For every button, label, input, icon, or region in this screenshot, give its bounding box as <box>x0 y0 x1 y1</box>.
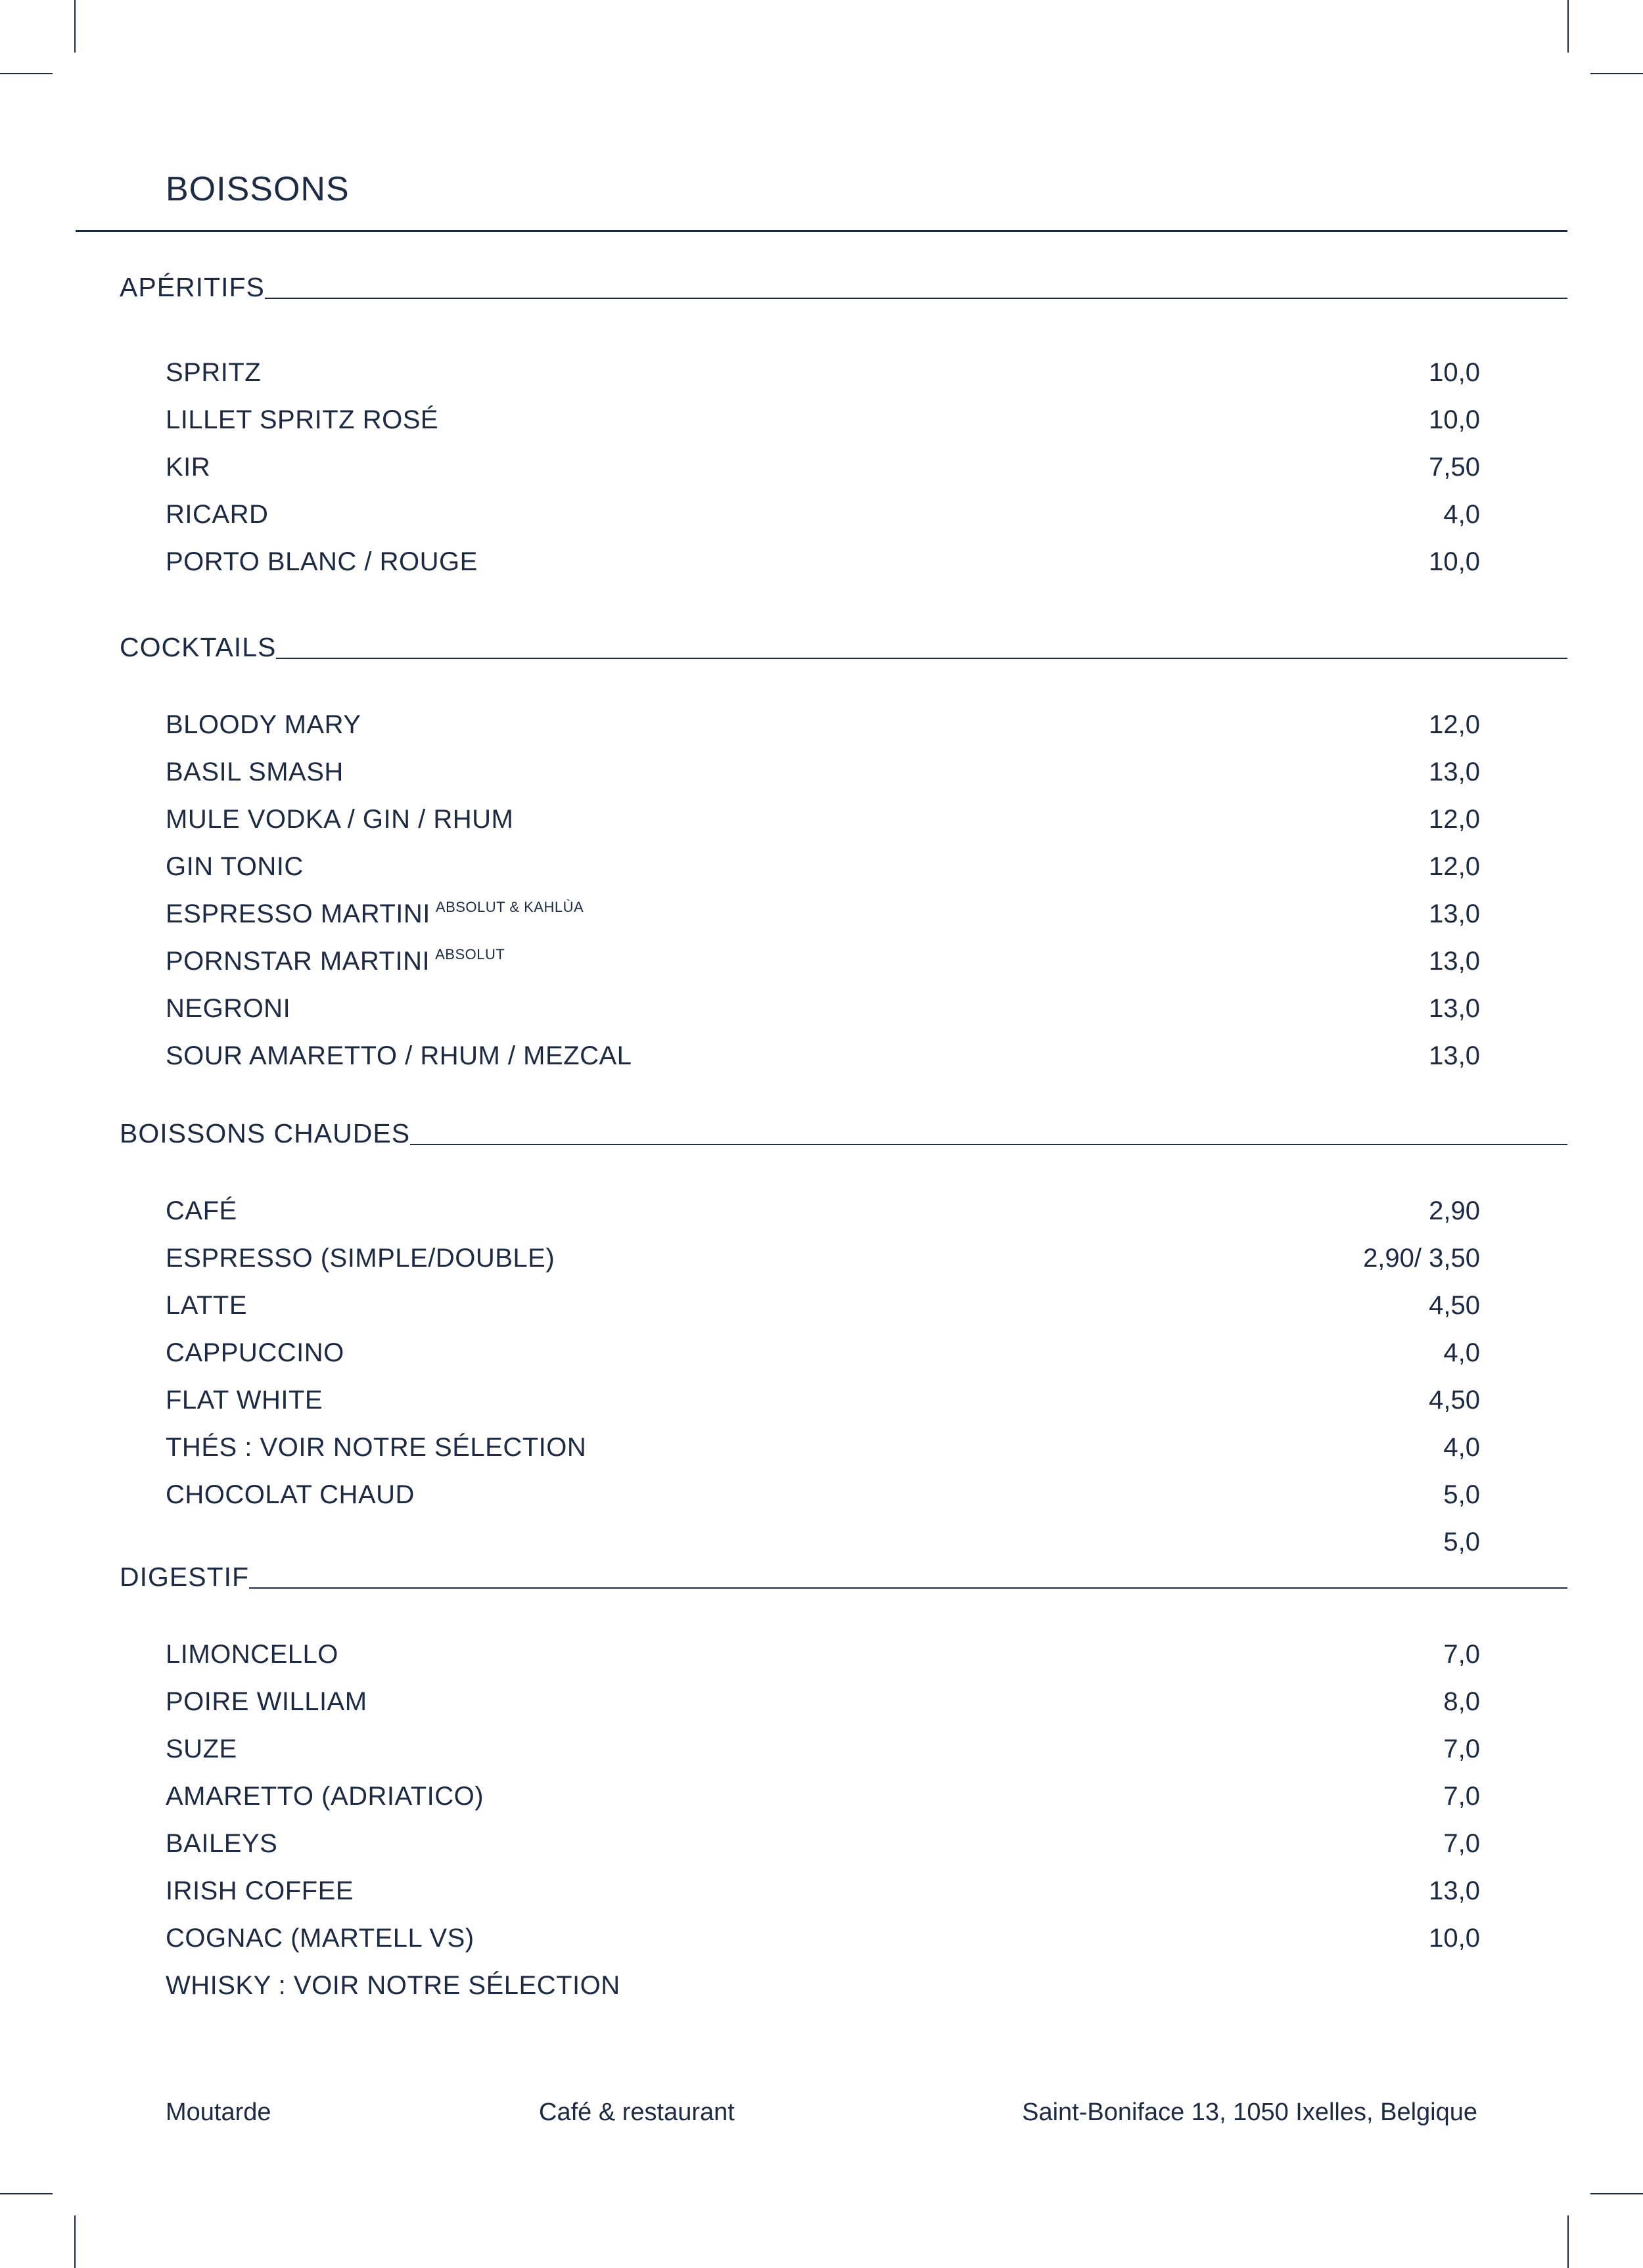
menu-item <box>166 1428 1480 1467</box>
footer-tagline: Café & restaurant <box>539 2098 735 2126</box>
page-title: BOISSONS <box>166 170 350 208</box>
section-label: COCKTAILS <box>120 632 277 662</box>
item-price: 7,0 <box>1443 1829 1480 1858</box>
item-name: NEGRONI <box>166 994 291 1023</box>
item-name-text: PORNSTAR MARTINI <box>166 947 430 976</box>
menu-item <box>166 989 1480 1028</box>
crop-mark <box>74 2215 76 2268</box>
menu-item <box>166 1918 1480 1958</box>
menu-item <box>166 353 1480 392</box>
section-cocktails-header <box>120 624 1567 664</box>
section-aperitifs-header <box>120 264 1567 304</box>
item-price: 12,0 <box>1429 852 1480 881</box>
crop-mark <box>1567 0 1569 53</box>
item-name: RICARD <box>166 500 269 529</box>
section-rule <box>249 1587 1567 1589</box>
menu-item <box>166 1286 1480 1325</box>
item-name: IRISH COFFEE <box>166 1876 354 1905</box>
item-name: BASIL SMASH <box>166 758 344 786</box>
menu-item <box>166 1238 1480 1278</box>
menu-item <box>166 847 1480 886</box>
item-price: 13,0 <box>1429 1041 1480 1070</box>
item-name: COGNAC (MARTELL VS) <box>166 1924 474 1953</box>
item-price: 8,0 <box>1443 1687 1480 1716</box>
item-name: PORTO BLANC / ROUGE <box>166 547 478 576</box>
crop-mark <box>1590 2193 1643 2194</box>
item-price: 4,50 <box>1429 1291 1480 1320</box>
section-label: BOISSONS CHAUDES <box>120 1118 411 1148</box>
item-name: BAILEYS <box>166 1829 278 1858</box>
item-note: ABSOLUT <box>435 946 505 963</box>
item-name <box>166 941 505 985</box>
item-price: 7,0 <box>1443 1640 1480 1669</box>
crop-mark <box>0 73 53 74</box>
item-name-text: ESPRESSO MARTINI <box>166 899 430 928</box>
item-price: 4,0 <box>1443 1338 1480 1367</box>
menu-item <box>166 495 1480 534</box>
item-name: WHISKY : VOIR NOTRE SÉLECTION <box>166 1971 620 2000</box>
menu-item <box>166 1380 1480 1420</box>
section-rule <box>410 1144 1567 1145</box>
item-name: FLAT WHITE <box>166 1386 323 1415</box>
item-price: 13,0 <box>1429 899 1480 928</box>
item-price: 12,0 <box>1429 805 1480 834</box>
orphan-price: 5,0 <box>1443 1528 1480 1556</box>
item-price: 4,0 <box>1443 500 1480 529</box>
footer-brand: Moutarde <box>166 2098 271 2126</box>
crop-mark <box>74 0 76 53</box>
menu-item <box>166 705 1480 744</box>
item-name: LILLET SPRITZ ROSÉ <box>166 405 439 434</box>
item-name: POIRE WILLIAM <box>166 1687 367 1716</box>
item-price: 2,90/ 3,50 <box>1363 1244 1480 1273</box>
section-hot-drinks-header <box>120 1110 1567 1150</box>
crop-mark <box>0 2193 53 2194</box>
item-price: 10,0 <box>1429 1924 1480 1953</box>
item-price: 13,0 <box>1429 758 1480 786</box>
menu-item <box>166 1682 1480 1721</box>
menu-item <box>166 800 1480 839</box>
item-price: 13,0 <box>1429 994 1480 1023</box>
item-note: ABSOLUT & KAHLÙA <box>435 899 584 915</box>
item-price: 4,0 <box>1443 1433 1480 1462</box>
menu-item <box>166 941 1480 981</box>
menu-item <box>166 1729 1480 1769</box>
menu-item <box>166 1036 1480 1076</box>
item-price: 10,0 <box>1429 405 1480 434</box>
menu-item <box>166 447 1480 487</box>
menu-item <box>166 894 1480 934</box>
item-price: 4,50 <box>1429 1386 1480 1415</box>
menu-item <box>166 1824 1480 1863</box>
item-name: CHOCOLAT CHAUD <box>166 1480 415 1509</box>
section-rule <box>276 658 1567 659</box>
item-name: CAPPUCCINO <box>166 1338 344 1367</box>
item-name: SOUR AMARETTO / RHUM / MEZCAL <box>166 1041 632 1070</box>
crop-mark <box>1567 2215 1569 2268</box>
menu-item <box>166 752 1480 792</box>
item-price: 13,0 <box>1429 1876 1480 1905</box>
item-price: 7,0 <box>1443 1782 1480 1811</box>
menu-item <box>166 1871 1480 1911</box>
item-name: MULE VODKA / GIN / RHUM <box>166 805 514 834</box>
item-name: LATTE <box>166 1291 248 1320</box>
item-name: THÉS : VOIR NOTRE SÉLECTION <box>166 1433 587 1462</box>
item-name: BLOODY MARY <box>166 710 361 739</box>
item-price: 2,90 <box>1429 1196 1480 1225</box>
menu-item <box>166 1475 1480 1514</box>
section-label: APÉRITIFS <box>120 272 265 302</box>
item-price: 10,0 <box>1429 547 1480 576</box>
item-name <box>166 894 584 938</box>
menu-item <box>166 542 1480 581</box>
title-divider <box>76 230 1567 232</box>
menu-item <box>166 400 1480 440</box>
item-name: AMARETTO (ADRIATICO) <box>166 1782 484 1811</box>
item-name: SPRITZ <box>166 358 262 387</box>
section-label: DIGESTIF <box>120 1562 250 1592</box>
section-rule <box>265 298 1567 299</box>
item-name: ESPRESSO (SIMPLE/DOUBLE) <box>166 1244 555 1273</box>
item-price: 13,0 <box>1429 947 1480 976</box>
menu-item <box>166 1966 1480 2005</box>
item-name: LIMONCELLO <box>166 1640 338 1669</box>
item-name: GIN TONIC <box>166 852 304 881</box>
item-price: 10,0 <box>1429 358 1480 387</box>
item-name: CAFÉ <box>166 1196 237 1225</box>
crop-mark <box>1590 73 1643 74</box>
section-digestif-header <box>120 1554 1567 1593</box>
item-price: 5,0 <box>1443 1480 1480 1509</box>
menu-item <box>166 1191 1480 1231</box>
menu-item <box>166 1777 1480 1816</box>
footer-address: Saint-Boniface 13, 1050 Ixelles, Belgique <box>1022 2098 1477 2126</box>
item-price: 7,0 <box>1443 1735 1480 1763</box>
item-name: SUZE <box>166 1735 237 1763</box>
menu-item <box>166 1333 1480 1372</box>
item-price: 12,0 <box>1429 710 1480 739</box>
item-price: 7,50 <box>1429 453 1480 482</box>
menu-item <box>166 1635 1480 1674</box>
item-name: KIR <box>166 453 211 482</box>
